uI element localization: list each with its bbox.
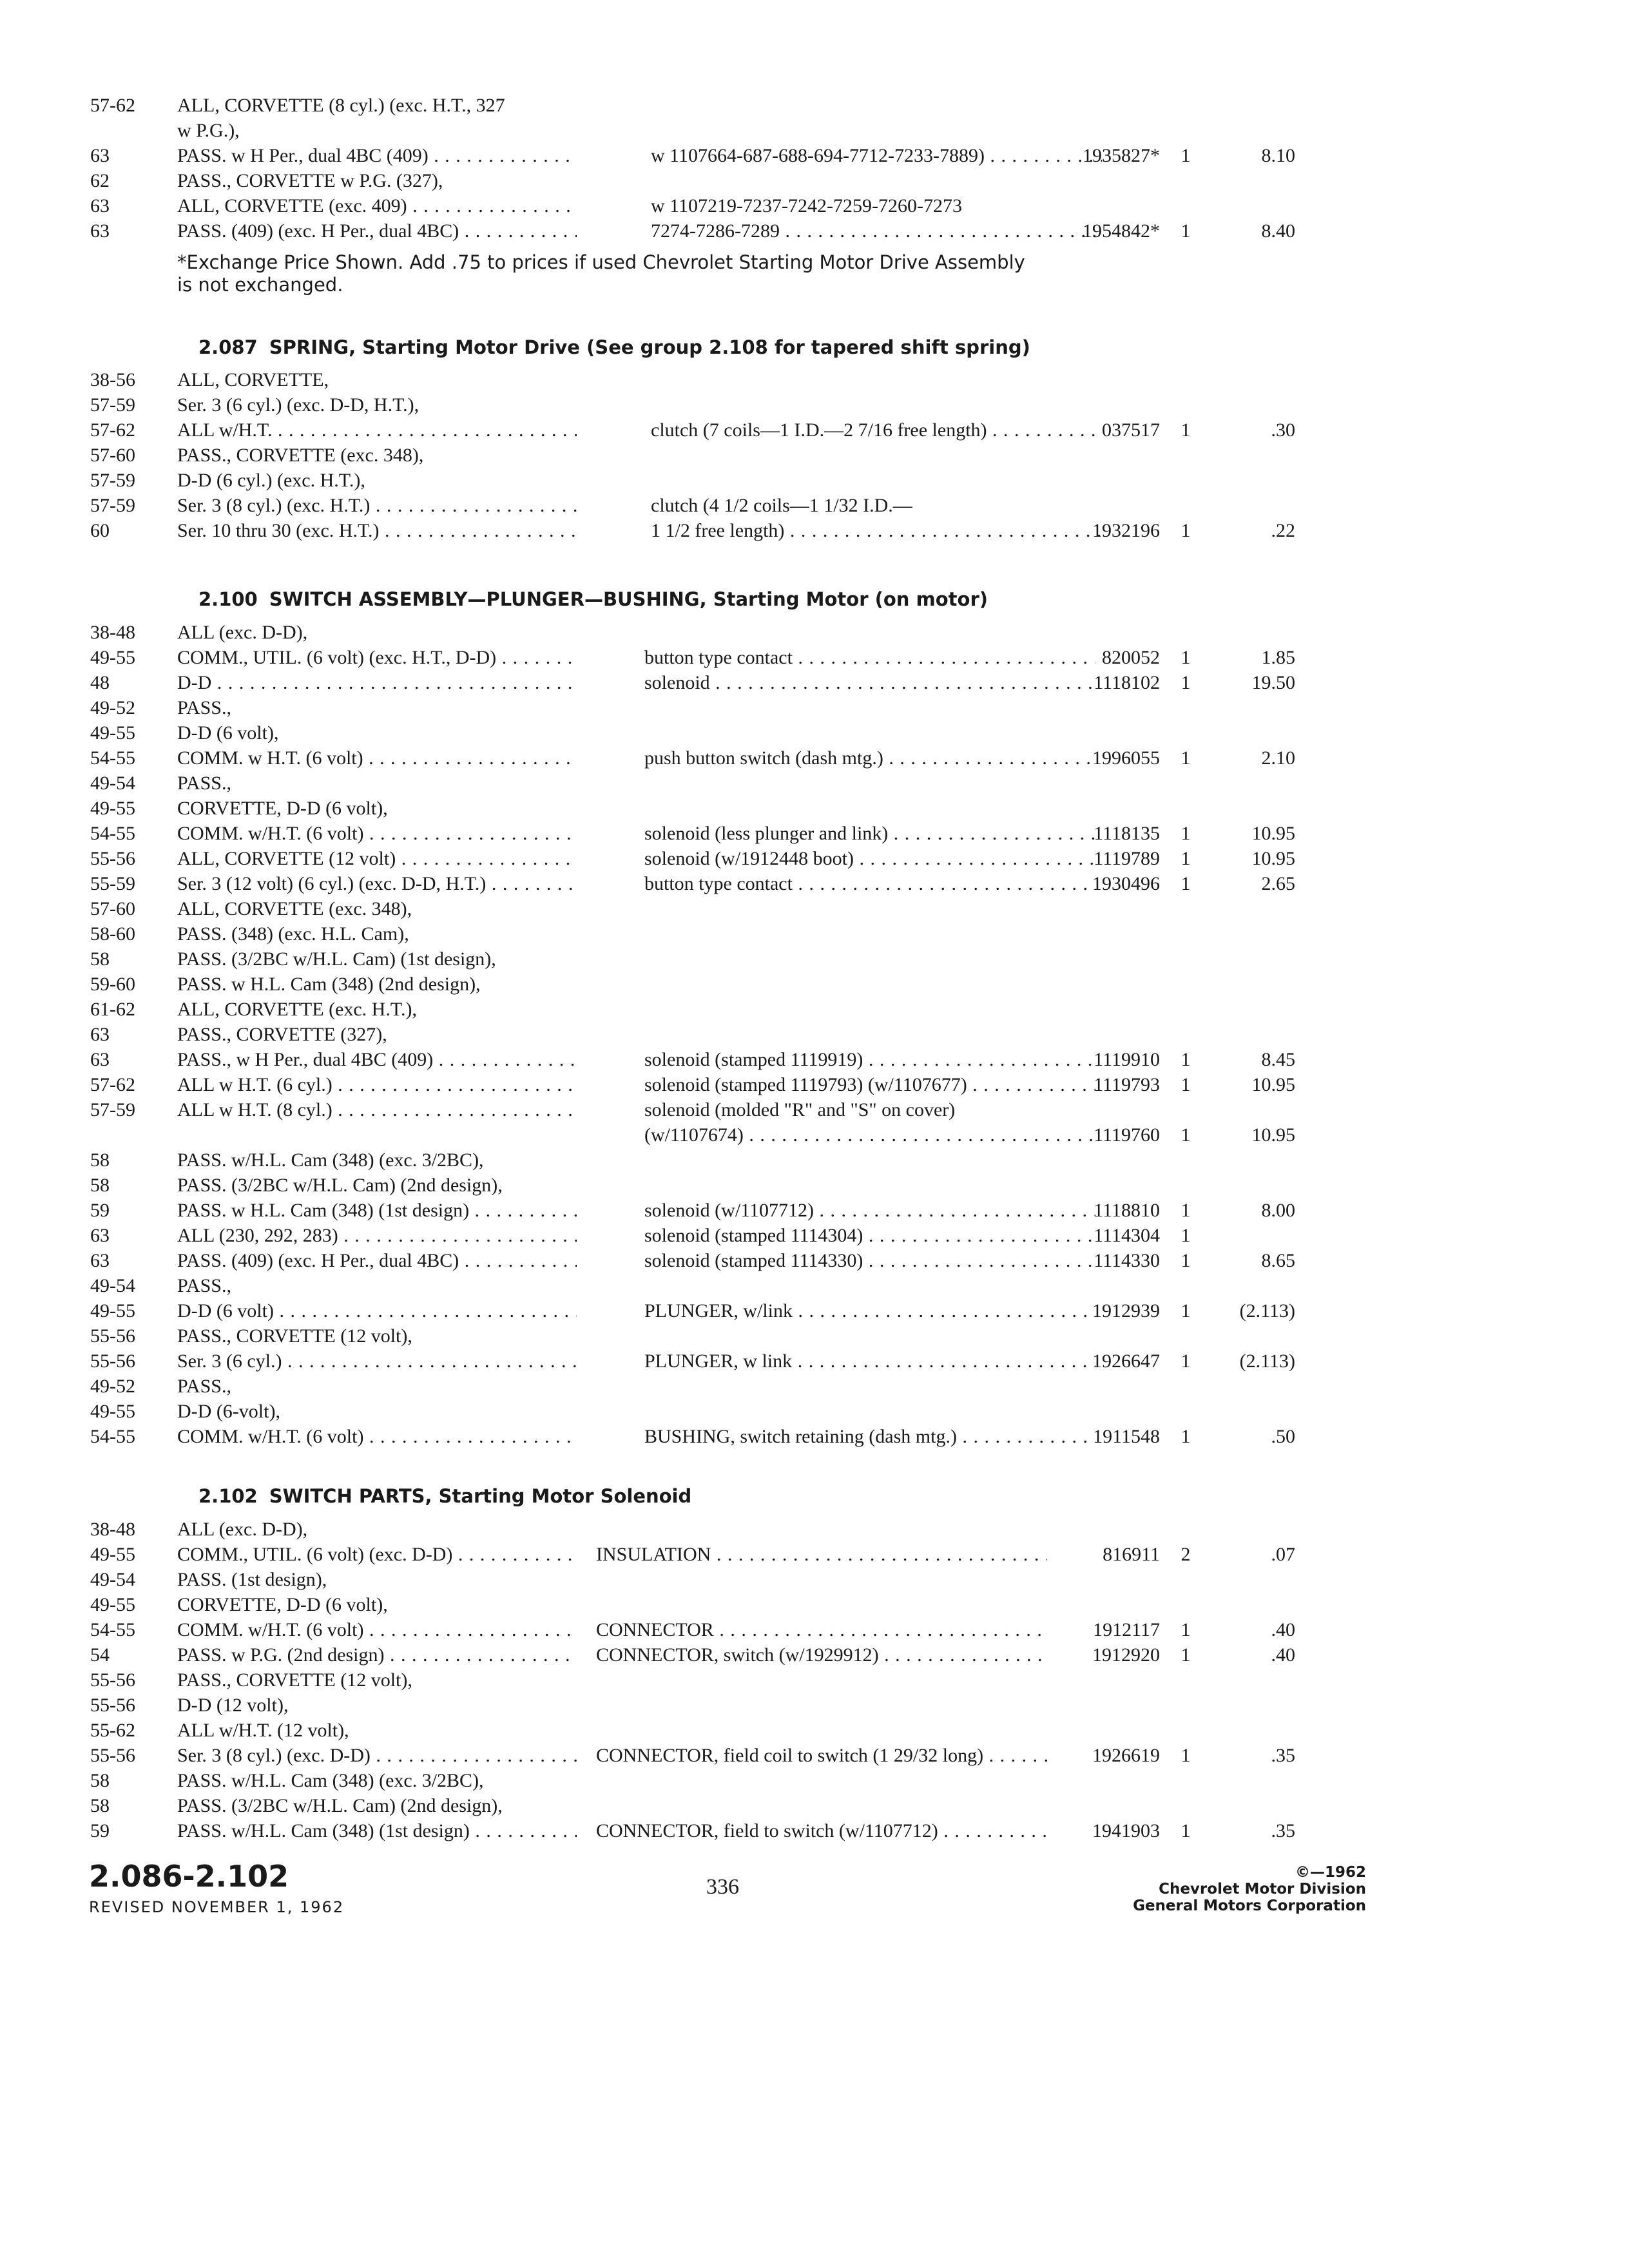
year-range: 55-62 xyxy=(90,1720,135,1741)
part-number: 1119793 xyxy=(1094,1074,1160,1095)
part-description: CONNECTOR, switch (w/1929912) . . . xyxy=(596,1642,1047,1668)
table-row xyxy=(0,1223,1629,1249)
year-range: 55-56 xyxy=(90,848,135,869)
table-row xyxy=(0,418,1629,443)
application: ALL w/H.T. . . . xyxy=(177,418,577,443)
table-row xyxy=(0,1047,1629,1073)
price: .40 xyxy=(1271,1619,1295,1640)
table-row xyxy=(0,1768,1629,1794)
table-row xyxy=(0,218,1629,244)
part-number: 1926647 xyxy=(1092,1350,1160,1372)
year-range: 49-55 xyxy=(90,1594,135,1615)
quantity: 1 xyxy=(1181,1820,1191,1841)
part-description: clutch (4 1/2 coils—1 1/32 I.D.— xyxy=(651,495,912,516)
price: .22 xyxy=(1271,520,1295,541)
part-number: 1118135 xyxy=(1094,823,1160,844)
application: D-D (6-volt), xyxy=(177,1401,280,1422)
application: COMM. w/H.T. (6 volt) . . . xyxy=(177,821,577,847)
table-row xyxy=(0,493,1629,519)
year-range: 59-60 xyxy=(90,974,135,995)
price: 8.45 xyxy=(1261,1049,1295,1070)
application: ALL w H.T. (6 cyl.) . . . xyxy=(177,1072,577,1098)
section-title: SWITCH PARTS, Starting Motor Solenoid xyxy=(269,1485,692,1507)
application: PASS. (1st design), xyxy=(177,1569,327,1590)
part-description: 1 1/2 free length) . . . xyxy=(651,518,1102,544)
application: D-D (12 volt), xyxy=(177,1695,289,1716)
quantity: 1 xyxy=(1181,1250,1191,1271)
application: D-D (6 volt) . . . xyxy=(177,1298,577,1324)
year-range: 49-55 xyxy=(90,722,135,744)
quantity: 1 xyxy=(1181,747,1191,769)
table-row xyxy=(0,1693,1629,1718)
application: PASS., CORVETTE w P.G. (327), xyxy=(177,170,443,191)
part-description: push button switch (dash mtg.) . . . xyxy=(644,745,1095,771)
section-number: 2.102 xyxy=(198,1485,258,1507)
quantity: 1 xyxy=(1181,1049,1191,1070)
year-range: 57-62 xyxy=(90,1074,135,1095)
table-row xyxy=(0,896,1629,922)
year-range: 62 xyxy=(90,170,110,191)
price: 10.95 xyxy=(1251,823,1295,844)
part-number: 1930496 xyxy=(1092,873,1160,894)
year-range: 38-48 xyxy=(90,622,135,643)
part-description: BUSHING, switch retaining (dash mtg.) . . . xyxy=(644,1424,1095,1450)
table-row xyxy=(0,518,1629,544)
application: D-D (6 volt), xyxy=(177,722,279,744)
table-row xyxy=(0,1399,1629,1425)
section-title: SPRING, Starting Motor Drive (See group 2.108 for tapered shift spring) xyxy=(269,336,1030,358)
publisher-division: Chevrolet Motor Division xyxy=(1159,1881,1366,1898)
part-number: 1119910 xyxy=(1094,1049,1160,1070)
table-row xyxy=(0,997,1629,1023)
footnote-exchange-price: *Exchange Price Shown. Add .75 to prices if used Chevrolet Starting Motor Drive Assembly xyxy=(177,251,1025,273)
part-description: CONNECTOR . . . xyxy=(596,1617,1047,1643)
part-description: w 1107219-7237-7242-7259-7260-7273 xyxy=(651,195,963,216)
table-row xyxy=(0,1718,1629,1744)
year-range: 63 xyxy=(90,1024,110,1045)
application: PASS. w H.L. Cam (348) (2nd design), xyxy=(177,974,481,995)
application: COMM. w/H.T. (6 volt) . . . xyxy=(177,1424,577,1450)
application: PASS. w/H.L. Cam (348) (exc. 3/2BC), xyxy=(177,1149,484,1171)
application: ALL, CORVETTE (exc. 348), xyxy=(177,898,412,919)
application: CORVETTE, D-D (6 volt), xyxy=(177,1594,388,1615)
year-range: 49-55 xyxy=(90,1401,135,1422)
application: ALL, CORVETTE (exc. 409) . . . xyxy=(177,193,577,219)
application: COMM. w H.T. (6 volt) . . . xyxy=(177,745,577,771)
quantity: 1 xyxy=(1181,1619,1191,1640)
price: 10.95 xyxy=(1251,848,1295,869)
table-row xyxy=(0,821,1629,847)
price: 2.10 xyxy=(1261,747,1295,769)
table-row xyxy=(0,1567,1629,1593)
year-range: 57-59 xyxy=(90,495,135,516)
quantity: 1 xyxy=(1181,1300,1191,1321)
part-number: 1912117 xyxy=(1093,1619,1160,1640)
part-number: 1119760 xyxy=(1094,1124,1160,1146)
part-description: solenoid (less plunger and link) . . . xyxy=(644,821,1095,847)
table-row xyxy=(0,1072,1629,1098)
application: Ser. 3 (6 cyl.) (exc. D-D, H.T.), xyxy=(177,394,419,416)
part-description: clutch (7 coils—1 I.D.—2 7/16 free length) . . . xyxy=(651,418,1102,443)
part-number: 1935827* xyxy=(1083,145,1160,166)
part-number: 1114330 xyxy=(1094,1250,1160,1271)
part-number: 1911548 xyxy=(1093,1426,1160,1447)
application: Ser. 10 thru 30 (exc. H.T.) . . . xyxy=(177,518,577,544)
part-description: w 1107664-687-688-694-7712-7233-7889) . . . xyxy=(651,143,1102,169)
part-description: INSULATION . . . xyxy=(596,1542,1047,1568)
table-row xyxy=(0,1122,1629,1148)
year-range: 61-62 xyxy=(90,999,135,1020)
year-range: 58 xyxy=(90,1795,110,1816)
table-row xyxy=(0,846,1629,872)
price: 8.65 xyxy=(1261,1250,1295,1271)
price: 19.50 xyxy=(1251,672,1295,693)
year-range: 55-59 xyxy=(90,873,135,894)
publisher-block xyxy=(1083,1864,1366,1914)
table-row xyxy=(0,796,1629,822)
quantity: 1 xyxy=(1181,1350,1191,1372)
table-row xyxy=(0,1743,1629,1769)
application: PASS. (348) (exc. H.L. Cam), xyxy=(177,923,409,945)
part-description: PLUNGER, w/link . . . xyxy=(644,1298,1095,1324)
price: .40 xyxy=(1271,1644,1295,1666)
page-number: 336 xyxy=(706,1875,739,1899)
quantity: 1 xyxy=(1181,672,1191,693)
application: PASS. w P.G. (2nd design) . . . xyxy=(177,1642,577,1668)
table-row xyxy=(0,93,1629,119)
section-number: 2.087 xyxy=(198,336,258,358)
application: ALL (exc. D-D), xyxy=(177,622,308,643)
year-range: 60 xyxy=(90,520,110,541)
table-row xyxy=(0,1818,1629,1844)
table-row xyxy=(0,143,1629,169)
table-row xyxy=(0,1793,1629,1819)
application: PASS., xyxy=(177,697,231,718)
table-row xyxy=(0,1542,1629,1568)
application: PASS. w H.L. Cam (348) (1st design) . . . xyxy=(177,1198,577,1224)
application: ALL (exc. D-D), xyxy=(177,1519,308,1540)
year-range: 57-60 xyxy=(90,898,135,919)
application: PASS. (3/2BC w/H.L. Cam) (2nd design), xyxy=(177,1175,503,1196)
year-range: 55-56 xyxy=(90,1695,135,1716)
quantity: 1 xyxy=(1181,419,1191,441)
application: ALL, CORVETTE (12 volt) . . . xyxy=(177,846,577,872)
price: .35 xyxy=(1271,1820,1295,1841)
part-description: solenoid (w/1912448 boot) . . . xyxy=(644,846,1095,872)
table-row xyxy=(0,1323,1629,1349)
application: Ser. 3 (6 cyl.) . . . xyxy=(177,1349,577,1374)
section-2102-heading xyxy=(198,1483,691,1509)
part-number: 1118810 xyxy=(1094,1200,1160,1221)
price: 10.95 xyxy=(1251,1124,1295,1146)
application: COMM. w/H.T. (6 volt) . . . xyxy=(177,1617,577,1643)
part-description: button type contact . . . xyxy=(644,871,1095,897)
year-range: 58 xyxy=(90,1175,110,1196)
application: PASS. (409) (exc. H Per., dual 4BC) . . . xyxy=(177,1248,577,1274)
part-description: solenoid . . . xyxy=(644,670,1095,696)
part-number: 1119789 xyxy=(1094,848,1160,869)
year-range: 49-55 xyxy=(90,647,135,668)
part-description: CONNECTOR, field to switch (w/1107712) . . . xyxy=(596,1818,1047,1844)
application: D-D . . . xyxy=(177,670,577,696)
year-range: 63 xyxy=(90,1225,110,1246)
table-row xyxy=(0,620,1629,646)
year-range: 38-48 xyxy=(90,1519,135,1540)
year-range: 49-54 xyxy=(90,773,135,794)
part-number: 1118102 xyxy=(1094,672,1160,693)
table-row xyxy=(0,745,1629,771)
year-range: 57-59 xyxy=(90,1099,135,1120)
section-2100-heading xyxy=(198,586,988,612)
part-number: 1954842* xyxy=(1083,220,1160,242)
part-description: solenoid (stamped 1114304) . . . xyxy=(644,1223,1095,1249)
year-range: 57-62 xyxy=(90,95,135,116)
part-number: 037517 xyxy=(1102,419,1160,441)
quantity: 1 xyxy=(1181,823,1191,844)
application: PASS. w/H.L. Cam (348) (1st design) . . . xyxy=(177,1818,577,1844)
part-description: solenoid (stamped 1119793) (w/1107677) . . . xyxy=(644,1072,1095,1098)
year-range: 55-56 xyxy=(90,1669,135,1691)
table-row xyxy=(0,645,1629,671)
application: ALL, CORVETTE, xyxy=(177,369,329,390)
quantity: 1 xyxy=(1181,1426,1191,1447)
part-description: solenoid (w/1107712) . . . xyxy=(644,1198,1095,1224)
section-2087-heading xyxy=(198,334,1030,360)
table-row xyxy=(0,670,1629,696)
footer-group-range: 2.086-2.102 xyxy=(89,1859,289,1894)
table-row xyxy=(0,1248,1629,1274)
table-row xyxy=(0,771,1629,796)
application: PASS., CORVETTE (327), xyxy=(177,1024,387,1045)
year-range: 57-59 xyxy=(90,394,135,416)
part-description: PLUNGER, w link . . . xyxy=(644,1349,1095,1374)
section-number: 2.100 xyxy=(198,588,258,610)
application: COMM., UTIL. (6 volt) (exc. D-D) . . . xyxy=(177,1542,577,1568)
table-row xyxy=(0,921,1629,947)
application: PASS. (3/2BC w/H.L. Cam) (1st design), xyxy=(177,948,496,970)
quantity: 1 xyxy=(1181,873,1191,894)
quantity: 1 xyxy=(1181,1074,1191,1095)
price: .30 xyxy=(1271,419,1295,441)
quantity: 1 xyxy=(1181,1200,1191,1221)
year-range: 38-56 xyxy=(90,369,135,390)
price: (2.113) xyxy=(1239,1350,1295,1372)
year-range: 63 xyxy=(90,1250,110,1271)
price: 1.85 xyxy=(1261,647,1295,668)
table-row xyxy=(0,1374,1629,1399)
application: ALL (230, 292, 283) . . . xyxy=(177,1223,577,1249)
table-row xyxy=(0,1592,1629,1618)
price: .35 xyxy=(1271,1745,1295,1766)
application: PASS. (3/2BC w/H.L. Cam) (2nd design), xyxy=(177,1795,503,1816)
table-row xyxy=(0,1173,1629,1198)
year-range: 49-55 xyxy=(90,1300,135,1321)
part-description: solenoid (molded "R" and "S" on cover) xyxy=(644,1099,956,1120)
year-range: 58 xyxy=(90,948,110,970)
part-description: 7274-7286-7289 . . . xyxy=(651,218,1102,244)
part-number: 1114304 xyxy=(1094,1225,1160,1246)
table-row xyxy=(0,1517,1629,1542)
year-range: 57-59 xyxy=(90,470,135,491)
quantity: 1 xyxy=(1181,1225,1191,1246)
application: PASS., CORVETTE (exc. 348), xyxy=(177,445,424,466)
application: COMM., UTIL. (6 volt) (exc. H.T., D-D) . . . xyxy=(177,645,577,671)
table-row xyxy=(0,1667,1629,1693)
table-row xyxy=(0,443,1629,468)
year-range: 59 xyxy=(90,1820,110,1841)
application: ALL w H.T. (8 cyl.) . . . xyxy=(177,1097,577,1123)
year-range: 58-60 xyxy=(90,923,135,945)
table-row xyxy=(0,1617,1629,1643)
year-range: 49-55 xyxy=(90,1544,135,1565)
part-description: (w/1107674) . . . xyxy=(644,1122,1095,1148)
application: PASS. w H Per., dual 4BC (409) . . . xyxy=(177,143,577,169)
table-row xyxy=(0,1097,1629,1123)
application: Ser. 3 (8 cyl.) (exc. D-D) . . . xyxy=(177,1743,577,1769)
year-range: 49-54 xyxy=(90,1569,135,1590)
quantity: 1 xyxy=(1181,1644,1191,1666)
application: PASS. (409) (exc. H Per., dual 4BC) . . . xyxy=(177,218,577,244)
price: 8.40 xyxy=(1261,220,1295,242)
application: Ser. 3 (8 cyl.) (exc. H.T.) . . . xyxy=(177,493,577,519)
application: PASS., w H Per., dual 4BC (409) . . . xyxy=(177,1047,577,1073)
application: ALL w/H.T. (12 volt), xyxy=(177,1720,349,1741)
table-row xyxy=(0,118,1629,144)
application: Ser. 3 (12 volt) (6 cyl.) (exc. D-D, H.T.) . . . xyxy=(177,871,577,897)
year-range: 63 xyxy=(90,220,110,242)
table-row xyxy=(0,720,1629,746)
application: PASS. w/H.L. Cam (348) (exc. 3/2BC), xyxy=(177,1770,484,1791)
year-range: 49-55 xyxy=(90,798,135,819)
application: PASS., xyxy=(177,773,231,794)
part-description: CONNECTOR, field coil to switch (1 29/32 long) . . . xyxy=(596,1743,1047,1769)
part-number: 1932196 xyxy=(1092,520,1160,541)
year-range: 48 xyxy=(90,672,110,693)
publisher-corporation: General Motors Corporation xyxy=(1133,1898,1366,1914)
quantity: 1 xyxy=(1181,647,1191,668)
part-number: 816911 xyxy=(1103,1544,1160,1565)
year-range: 55-56 xyxy=(90,1325,135,1347)
application: PASS., xyxy=(177,1376,231,1397)
year-range: 59 xyxy=(90,1200,110,1221)
year-range: 63 xyxy=(90,145,110,166)
table-row xyxy=(0,1273,1629,1299)
part-number: 1912939 xyxy=(1092,1300,1160,1321)
table-row xyxy=(0,168,1629,194)
table-row xyxy=(0,1148,1629,1173)
year-range: 54-55 xyxy=(90,1426,135,1447)
table-row xyxy=(0,871,1629,897)
year-range: 58 xyxy=(90,1770,110,1791)
application: CORVETTE, D-D (6 volt), xyxy=(177,798,388,819)
part-description: button type contact . . . xyxy=(644,645,1095,671)
table-row xyxy=(0,193,1629,219)
table-row xyxy=(0,947,1629,972)
table-row xyxy=(0,468,1629,494)
price: .07 xyxy=(1271,1544,1295,1565)
application: PASS., CORVETTE (12 volt), xyxy=(177,1325,412,1347)
copyright: ©—1962 xyxy=(1295,1864,1366,1881)
part-number: 1996055 xyxy=(1092,747,1160,769)
table-row xyxy=(0,1198,1629,1224)
part-number: 1926619 xyxy=(1092,1745,1160,1766)
year-range: 58 xyxy=(90,1149,110,1171)
application: w P.G.), xyxy=(177,120,240,141)
table-row xyxy=(0,1349,1629,1374)
part-number: 1912920 xyxy=(1092,1644,1160,1666)
table-row xyxy=(0,1022,1629,1048)
application: ALL, CORVETTE (8 cyl.) (exc. H.T., 327 xyxy=(177,95,505,116)
table-row xyxy=(0,367,1629,393)
year-range: 49-52 xyxy=(90,697,135,718)
quantity: 1 xyxy=(1181,1745,1191,1766)
quantity: 1 xyxy=(1181,220,1191,242)
year-range: 55-56 xyxy=(90,1745,135,1766)
footer-revised-date: REVISED NOVEMBER 1, 1962 xyxy=(89,1898,345,1916)
price: 10.95 xyxy=(1251,1074,1295,1095)
year-range: 54-55 xyxy=(90,747,135,769)
quantity: 1 xyxy=(1181,145,1191,166)
year-range: 63 xyxy=(90,195,110,216)
application: PASS., CORVETTE (12 volt), xyxy=(177,1669,412,1691)
year-range: 57-62 xyxy=(90,419,135,441)
part-description: solenoid (stamped 1114330) . . . xyxy=(644,1248,1095,1274)
year-range: 54-55 xyxy=(90,823,135,844)
part-number: 820052 xyxy=(1102,647,1160,668)
part-number: 1941903 xyxy=(1092,1820,1160,1841)
section-title: SWITCH ASSEMBLY—PLUNGER—BUSHING, Starting Motor (on motor) xyxy=(269,588,988,610)
table-row xyxy=(0,1642,1629,1668)
year-range: 57-60 xyxy=(90,445,135,466)
year-range: 55-56 xyxy=(90,1350,135,1372)
year-range: 54 xyxy=(90,1644,110,1666)
table-row xyxy=(0,1424,1629,1450)
price: 8.10 xyxy=(1261,145,1295,166)
part-description: solenoid (stamped 1119919) . . . xyxy=(644,1047,1095,1073)
price: (2.113) xyxy=(1239,1300,1295,1321)
quantity: 1 xyxy=(1181,1124,1191,1146)
price: 8.00 xyxy=(1261,1200,1295,1221)
quantity: 1 xyxy=(1181,520,1191,541)
quantity: 1 xyxy=(1181,848,1191,869)
footnote-exchange-price-cont: is not exchanged. xyxy=(177,274,343,296)
application: PASS., xyxy=(177,1275,231,1296)
year-range: 63 xyxy=(90,1049,110,1070)
table-row xyxy=(0,392,1629,418)
table-row xyxy=(0,972,1629,997)
table-row xyxy=(0,1298,1629,1324)
price: .50 xyxy=(1271,1426,1295,1447)
table-row xyxy=(0,695,1629,721)
year-range: 49-54 xyxy=(90,1275,135,1296)
year-range: 54-55 xyxy=(90,1619,135,1640)
price: 2.65 xyxy=(1261,873,1295,894)
application: D-D (6 cyl.) (exc. H.T.), xyxy=(177,470,365,491)
year-range: 49-52 xyxy=(90,1376,135,1397)
application: ALL, CORVETTE (exc. H.T.), xyxy=(177,999,417,1020)
quantity: 2 xyxy=(1181,1544,1191,1565)
